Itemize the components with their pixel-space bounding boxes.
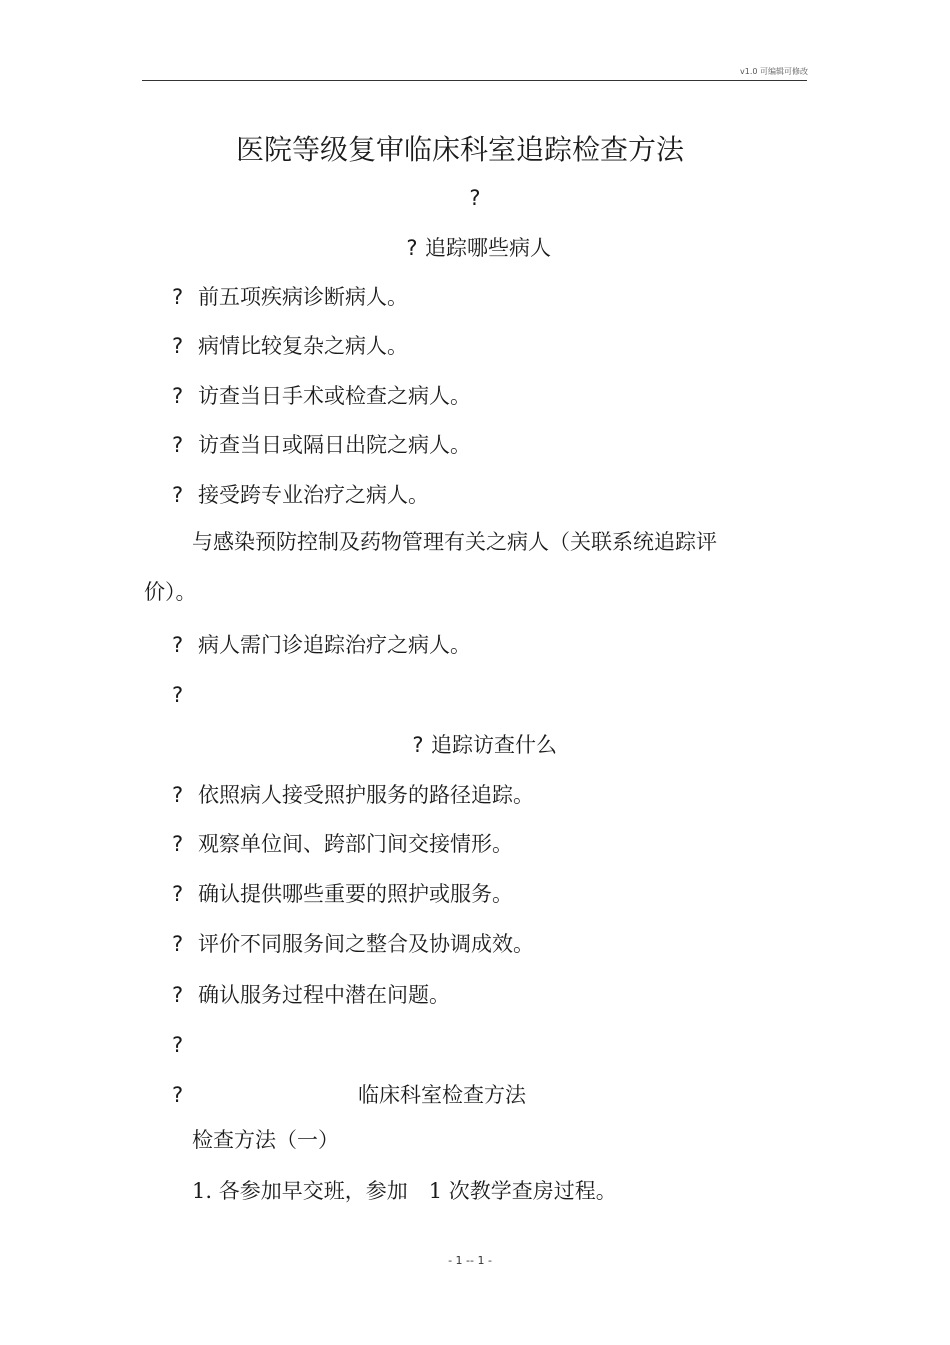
marker: ? — [172, 882, 184, 906]
marker: ? — [172, 932, 184, 956]
list-item-text: 依照病人接受照护服务的路径追踪。 — [198, 783, 534, 807]
marker-line — [172, 681, 198, 709]
marker: ? — [172, 1033, 184, 1057]
list-item — [172, 930, 534, 958]
list-item-text: 评价不同服务间之整合及协调成效。 — [198, 932, 534, 956]
section-heading-who — [0, 234, 950, 262]
section-heading-text: 追踪访查什么 — [431, 733, 557, 757]
list-item — [172, 781, 534, 809]
list-item-text: 前五项疾病诊断病人。 — [198, 285, 408, 309]
list-item — [172, 880, 513, 908]
marker: ? — [172, 334, 184, 358]
list-item — [172, 382, 471, 410]
list-item — [172, 631, 471, 659]
paragraph-line: 与感染预防控制及药物管理有关之病人（关联系统追踪评 — [192, 530, 717, 554]
list-item-text: 病情比较复杂之病人。 — [198, 334, 408, 358]
marker: ? — [172, 384, 184, 408]
document-title: 医院等级复审临床科室追踪检查方法 — [235, 133, 684, 166]
list-item-text: 访查当日或隔日出院之病人。 — [198, 433, 471, 457]
marker: ? — [172, 783, 184, 807]
list-item — [172, 481, 429, 509]
list-item-text: 接受跨专业治疗之病人。 — [198, 483, 429, 507]
marker: ? — [406, 236, 418, 260]
marker: ? — [172, 433, 184, 457]
list-item — [172, 981, 450, 1009]
list-item-text: 访查当日手术或检查之病人。 — [198, 384, 471, 408]
section-heading-what — [6, 731, 950, 759]
list-item — [172, 332, 408, 360]
list-item-text: 确认提供哪些重要的照护或服务。 — [198, 882, 513, 906]
marker-line — [172, 1081, 198, 1109]
marker: ? — [172, 683, 184, 707]
numbered-item: 1. 各参加早交班，参加 1 次教学查房过程。 — [192, 1179, 617, 1203]
marker: ? — [172, 1083, 184, 1107]
marker: ? — [172, 483, 184, 507]
header-divider — [142, 80, 807, 81]
marker-line — [172, 1031, 198, 1059]
list-item — [172, 431, 471, 459]
marker-line — [0, 184, 950, 212]
list-item-text: 病人需门诊追踪治疗之病人。 — [198, 633, 471, 657]
page-number: - 1 -- 1 - — [448, 1254, 492, 1267]
section-heading-method: 临床科室检查方法 — [358, 1083, 526, 1107]
list-item — [172, 830, 513, 858]
paragraph-line: 价）。 — [144, 580, 197, 604]
marker: ? — [172, 983, 184, 1007]
marker: ? — [172, 633, 184, 657]
header-version-note: v1.0 可编辑可修改 — [740, 67, 808, 76]
list-item-text: 观察单位间、跨部门间交接情形。 — [198, 832, 513, 856]
sub-heading: 检查方法（一） — [192, 1128, 339, 1152]
section-heading-text: 追踪哪些病人 — [425, 236, 551, 260]
list-item-text: 确认服务过程中潜在问题。 — [198, 983, 450, 1007]
list-item — [172, 283, 408, 311]
marker: ? — [412, 733, 424, 757]
marker: ? — [469, 186, 481, 210]
marker: ? — [172, 285, 184, 309]
marker: ? — [172, 832, 184, 856]
